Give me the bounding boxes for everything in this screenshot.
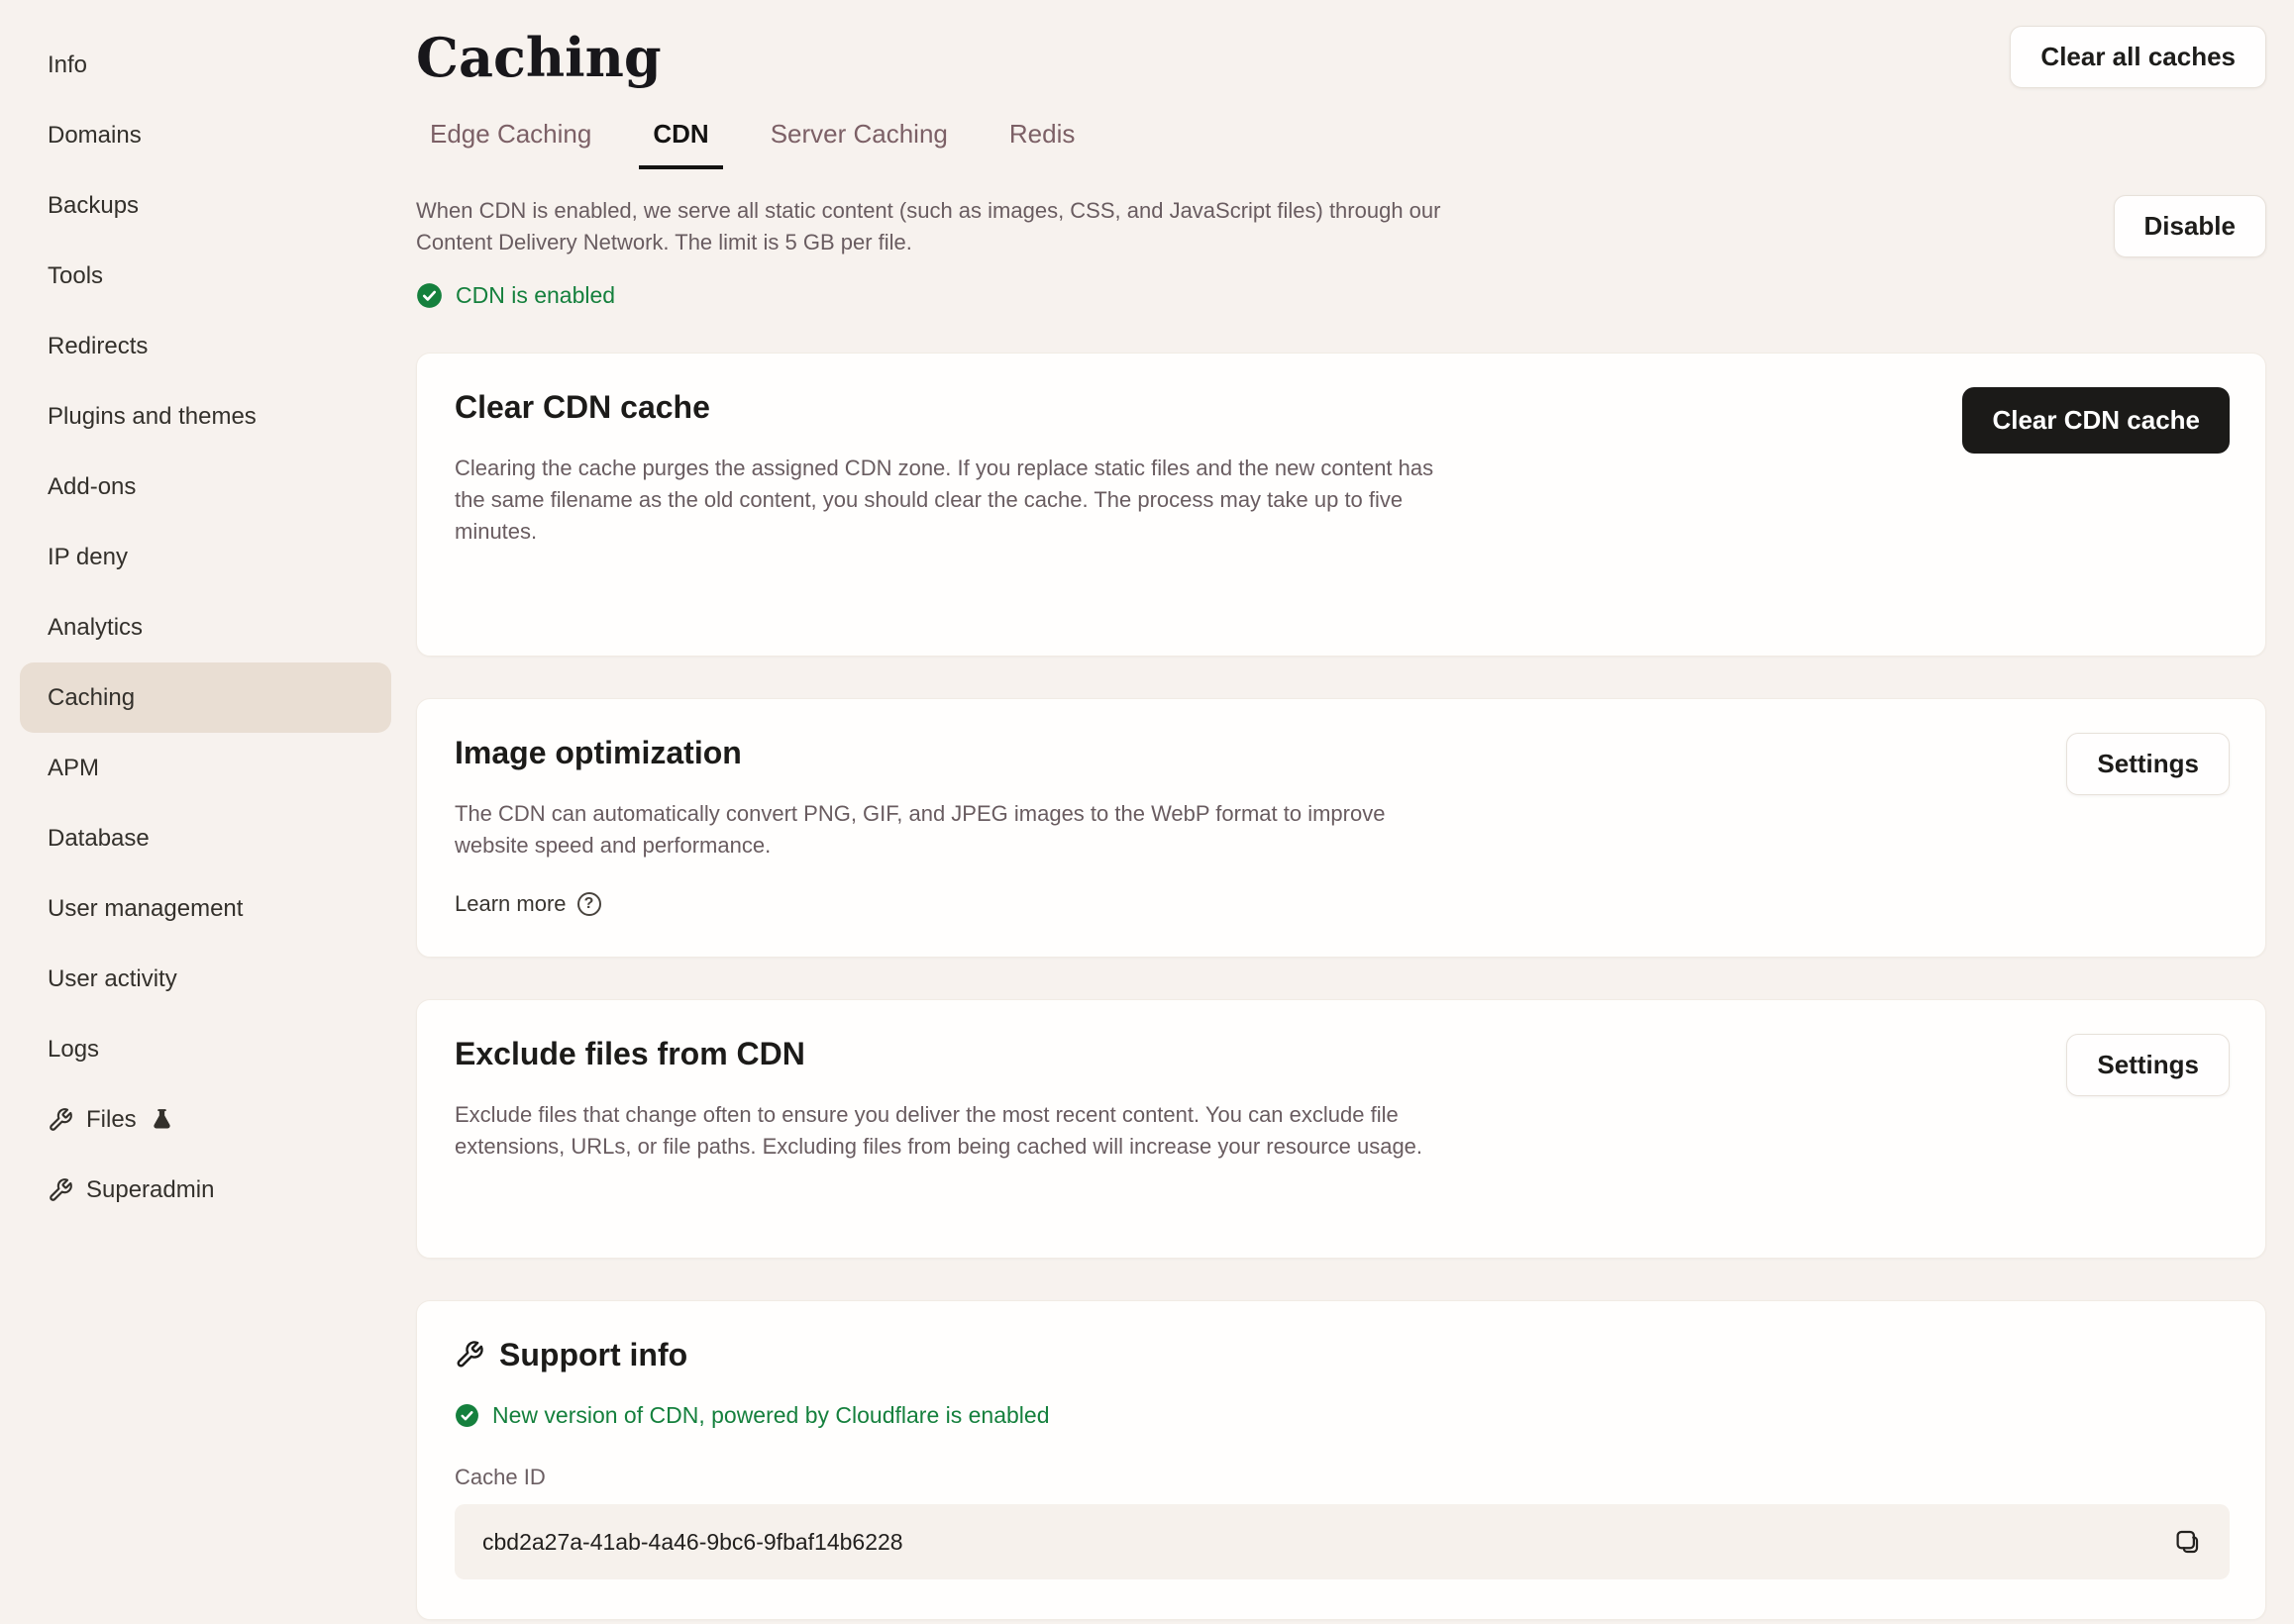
cache-id-value: cbd2a27a-41ab-4a46-9bc6-9fbaf14b6228	[482, 1528, 903, 1555]
check-circle-icon	[455, 1403, 479, 1428]
exclude-files-settings-button[interactable]: Settings	[2066, 1034, 2230, 1096]
tab-redis[interactable]: Redis	[1008, 119, 1076, 149]
sidebar-item-label: Files	[86, 1105, 137, 1133]
sidebar-item-superadmin[interactable]	[0, 1155, 406, 1225]
cdn-status	[416, 282, 2266, 309]
card-title-support-info: Support info	[499, 1337, 688, 1372]
learn-more-link[interactable]	[455, 891, 601, 917]
sidebar-item-label: Add-ons	[48, 472, 137, 500]
check-circle-icon	[416, 282, 443, 309]
clear-cdn-cache-card	[416, 353, 2266, 657]
sidebar	[0, 0, 406, 1624]
sidebar-item-label: Logs	[48, 1035, 100, 1063]
clear-cdn-cache-button[interactable]: Clear CDN cache	[1962, 387, 2230, 454]
page-title: Caching	[416, 26, 662, 89]
cdn-intro-row	[416, 195, 2266, 258]
sidebar-item-tools[interactable]	[0, 241, 406, 311]
exclude-files-card	[416, 999, 2266, 1259]
sidebar-item-label: Superadmin	[86, 1175, 215, 1203]
card-title-exclude-files: Exclude files from CDN	[455, 1036, 805, 1071]
sidebar-item-label: IP deny	[48, 543, 128, 570]
tab-edge-caching[interactable]: Edge Caching	[430, 119, 592, 149]
disable-cdn-button[interactable]: Disable	[2114, 195, 2267, 257]
card-description: Clearing the cache purges the assigned CDN zone. If you replace static files and the new content has the same filename as the old content, you should clear the cache. The process may take up to five minutes.	[455, 456, 1434, 544]
sidebar-item-label: Plugins and themes	[48, 402, 257, 430]
sidebar-item-label: Tools	[48, 261, 104, 289]
flask-icon	[150, 1107, 174, 1132]
question-circle-icon: ?	[577, 892, 601, 916]
sidebar-item-label: Analytics	[48, 613, 144, 641]
sidebar-item-files[interactable]	[0, 1084, 406, 1155]
sidebar-item-redirects[interactable]	[0, 311, 406, 381]
wrench-icon	[455, 1340, 484, 1370]
sidebar-item-apm[interactable]	[0, 733, 406, 803]
caching-tabs	[416, 119, 2266, 169]
card-description: Exclude files that change often to ensure you deliver the most recent content. You can exclude file extensions, URLs, or file paths. Excluding files from being cached will increase your resource usage.	[455, 1102, 1423, 1159]
card-description: The CDN can automatically convert PNG, GIF, and JPEG images to the WebP format to improve website speed and performance.	[455, 801, 1386, 858]
sidebar-item-label: Redirects	[48, 332, 149, 359]
sidebar-item-backups[interactable]	[0, 170, 406, 241]
wrench-icon	[48, 1107, 73, 1133]
sidebar-item-label: Caching	[48, 683, 136, 711]
cdn-version-status-text: New version of CDN, powered by Cloudflare is enabled	[492, 1402, 1050, 1428]
sidebar-item-logs[interactable]	[0, 1014, 406, 1084]
sidebar-item-user-management[interactable]	[0, 873, 406, 944]
sidebar-item-plugins-and-themes[interactable]	[0, 381, 406, 452]
support-info-card	[416, 1300, 2266, 1620]
card-title-clear-cdn-cache: Clear CDN cache	[455, 389, 710, 425]
sidebar-item-label: User management	[48, 894, 244, 922]
copy-icon	[2172, 1527, 2202, 1557]
image-optimization-settings-button[interactable]: Settings	[2066, 733, 2230, 795]
tab-cdn[interactable]: CDN	[639, 119, 722, 169]
page-header	[416, 26, 2266, 89]
card-title-image-optimization: Image optimization	[455, 735, 742, 770]
wrench-icon	[48, 1177, 73, 1203]
sidebar-item-label: Info	[48, 51, 88, 78]
sidebar-item-label: Backups	[48, 191, 140, 219]
sidebar-item-label: Domains	[48, 121, 142, 149]
copy-button[interactable]	[2168, 1523, 2206, 1561]
sidebar-item-database[interactable]	[0, 803, 406, 873]
learn-more-label: Learn more	[455, 891, 567, 916]
sidebar-item-add-ons[interactable]	[0, 452, 406, 522]
sidebar-item-caching[interactable]	[20, 662, 391, 733]
main-content	[406, 0, 2294, 1624]
cdn-version-status	[455, 1402, 2230, 1429]
cdn-description: When CDN is enabled, we serve all static content (such as images, CSS, and JavaScript files) through our Content Delivery Network. The limit is 5 GB per file.	[416, 198, 1441, 254]
sidebar-item-info[interactable]	[0, 30, 406, 100]
sidebar-item-label: APM	[48, 754, 100, 781]
cache-id-field	[455, 1504, 2230, 1579]
clear-all-caches-button[interactable]: Clear all caches	[2010, 26, 2266, 88]
sidebar-item-label: User activity	[48, 964, 177, 992]
cdn-status-text: CDN is enabled	[456, 282, 616, 308]
sidebar-item-user-activity[interactable]	[0, 944, 406, 1014]
sidebar-item-ip-deny[interactable]	[0, 522, 406, 592]
sidebar-item-label: Database	[48, 824, 150, 852]
sidebar-item-analytics[interactable]	[0, 592, 406, 662]
cache-id-label: Cache ID	[455, 1465, 546, 1489]
sidebar-item-domains[interactable]	[0, 100, 406, 170]
tab-server-caching[interactable]: Server Caching	[770, 119, 948, 149]
image-optimization-card	[416, 698, 2266, 958]
